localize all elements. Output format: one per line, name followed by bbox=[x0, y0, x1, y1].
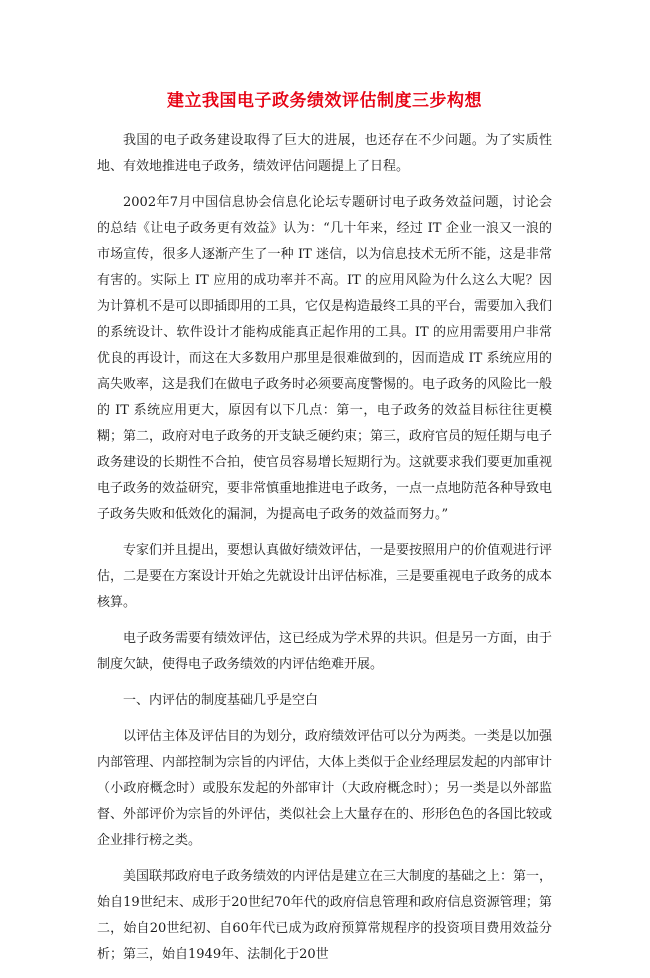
paragraph-experts: 专家们并且提出，要想认真做好绩效评估，一是要按照用户的价值观进行评估，二是要在方案设计开始之先就设计出评估标准，三是要重视电子政务的成本核算。 bbox=[97, 543, 553, 610]
paragraph-evaluation-types: 以评估主体及评估目的为划分，政府绩效评估可以分为两类。一类是以加强内部管理、内部控制为宗旨的内评估，大体上类似于企业经理层发起的内部审计（小政府概念时）或股东发起的外部审计（大政府概念时）；另一类是以外部监督、外部评价为宗旨的外评估，类似社会上大量存在的、形形色色的各国比较或企业排行榜之类。 bbox=[97, 729, 553, 848]
paragraph-us-federal: 美国联邦政府电子政务绩效的内评估是建立在三大制度的基础之上：第一，始自19世纪末、成形于20世纪70年代的政府信息管理和政府信息资源管理；第二，始自20世纪初、自60年代已成为政府预算常规程序的投资项目费用效益分析；第三，始自1949年、法制化于20世 bbox=[97, 869, 553, 962]
document-page bbox=[97, 88, 552, 978]
section-heading: 一、内评估的制度基础几乎是空白 bbox=[123, 693, 319, 708]
paragraph-intro: 我国的电子政务建设取得了巨大的进展，也还存在不少问题。为了实质性地、有效地推进电子政务，绩效评估问题提上了日程。 bbox=[97, 133, 552, 174]
document-title: 建立我国电子政务绩效评估制度三步构想 bbox=[167, 91, 482, 111]
paragraph-forum-quote: 2002年7月中国信息协会信息化论坛专题研讨电子政务效益问题，讨论会的总结《让电子政务更有效益》认为：“几十年来，经过 IT 企业一浪又一浪的市场宣传，很多人逐渐产生了一种 IT 迷信，以为信息技术无所不能，这是非常有害的。实际上 IT 应用的成功率并不高。IT 的应用风险为什么这么大呢？因为计算机不是可以即插即用的工具，它仅是构造最终工具的平台，需要加入我们的系统设计、软件设计才能构成能真正起作用的工具。IT 的应用需要用户非常优良的再设计，而这在大多数用户那里是很难做到的，因而造成 IT 系统应用的高失败率，这是我们在做电子政务时必须要高度警惕的。电子政务的风险比一般的 IT 系统应用更大，原因有以下几点：第一，电子政务的效益目标往往更模糊；第二，政府对电子政务的开支缺乏硬约束；第三，政府官员的短任期与电子政务建设的长期性不合拍，使官员容易增长短期行为。这就要求我们要更加重视电子政务的效益研究，要非常慎重地推进电子政务，一点一点地防范各种导致电子政务失败和低效化的漏洞，为提高电子政务的效益而努力。” bbox=[97, 195, 553, 522]
paragraph-consensus: 电子政务需要有绩效评估，这已经成为学术界的共识。但是另一方面，由于制度欠缺，使得电子政务绩效的内评估绝难开展。 bbox=[97, 631, 553, 672]
